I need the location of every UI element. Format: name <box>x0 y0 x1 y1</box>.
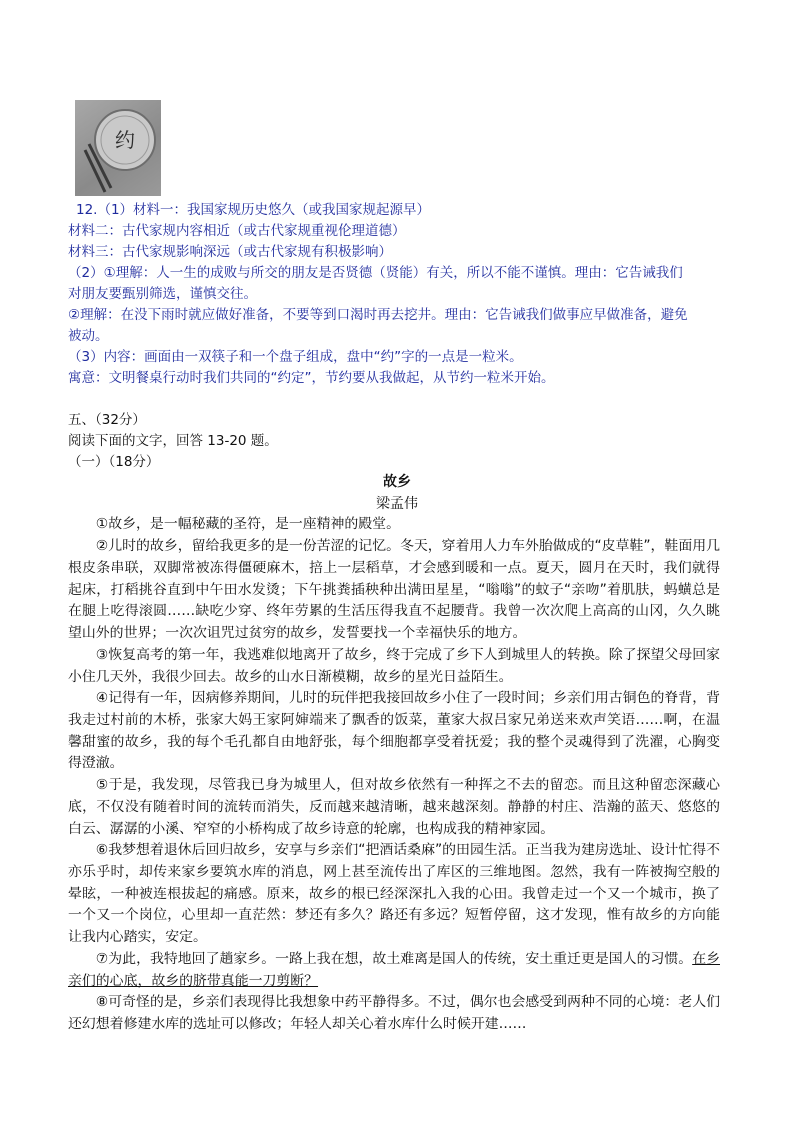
answer-12-3-content: （3）内容：画面由一双筷子和一个盘子组成，盘中“约”字的一点是一粒米。 <box>68 349 523 365</box>
answer-12-2-line2: 对朋友要甄别筛选，谨慎交往。 <box>68 286 257 302</box>
answer-12-material2: 材料二：古代家规内容相近（或古代家规重视伦理道德） <box>68 223 406 239</box>
article-title: 故乡 <box>383 474 411 490</box>
answer-12-3-meaning: 寓意：文明餐桌行动时我们共同的“约定”，节约要从我做起，从节约一粒米开始。 <box>68 370 555 386</box>
frugal-dining-logo <box>75 100 161 196</box>
article-author: 梁孟伟 <box>376 496 418 512</box>
paragraph-1: ①故乡，是一幅秘藏的圣符，是一座精神的殿堂。 <box>95 516 400 532</box>
paragraph-6: ⑥我梦想着退休后回归故乡，安享与乡亲们“把酒话桑麻”的田园生活。正当我为建房选址、设计忙得不亦乐乎时，却传来家乡要筑水库的消息，网上甚至流传出了库区的三维地图。忽然，我有一阵被掏空般的晕眩，一种被连根拔起的痛感。原来，故乡的根已经深深扎入我的心田。我曾走过一个又一个城市，换了一个又一个岗位，心里却一直茫然：梦还有多久？路还有多远？短暂停留，这才发现，惟有故乡的方向能让我内心踏实，安定。 <box>68 842 720 946</box>
chopsticks-plate-icon <box>75 100 161 196</box>
answer-12-1: 12.（1）材料一：我国家规历史悠久（或我国家规起源早） <box>76 202 431 218</box>
paragraph-7-text: ⑦为此，我特地回了趟家乡。一路上我在想，故土难离是国人的传统，安土重迁更是国人的习惯。 <box>95 951 693 967</box>
paragraph-7-underlined: 在乡亲们的心底，故乡的脐带真能一刀剪断？ <box>68 951 720 989</box>
paragraph-5: ⑤于是，我发现，尽管我已身为城里人，但对故乡依然有一种挥之不去的留恋。而且这种留恋深藏心底，不仅没有随着时间的流转而消失，反而越来越清晰，越来越深刻。静静的村庄、浩瀚的蓝天、悠悠的白云、潺潺的小溪、窄窄的小桥构成了故乡诗意的轮廓，也构成我的精神家园。 <box>68 777 720 837</box>
paragraph-7 <box>68 949 720 993</box>
section-instruction: 阅读下面的文字，回答 13-20 题。 <box>68 433 278 449</box>
answer-12-2-line4: 被动。 <box>68 328 109 344</box>
answer-12-material3: 材料三：古代家规影响深远（或古代家规有积极影响） <box>68 244 392 260</box>
paragraph-8: ⑧可奇怪的是，乡亲们表现得比我想象中药平静得多。不过，偶尔也会感受到两种不同的心境：老人们还幻想着修建水库的选址可以修改；年轻人却关心着水库什么时候开建…… <box>68 994 720 1032</box>
answer-12-2-line3: ②理解：在没下雨时就应做好准备，不要等到口渴时再去挖井。理由：它告诫我们做事应早做准备，避免 <box>68 307 688 323</box>
paragraph-4: ④记得有一年，因病修养期间，儿时的玩伴把我接回故乡小住了一段时间；乡亲们用古铜色的脊背，背我走过村前的木桥，张家大妈王家阿婶端来了飘香的饭菜，董家大叔吕家兄弟送来欢声笑语……啊，在温馨甜蜜的故乡，我的每个毛孔都自由地舒张，每个细胞都享受着抚爱；我的整个灵魂得到了洗濯，心胸变得澄澈。 <box>68 690 720 772</box>
logo-glyph: 约 <box>115 128 135 152</box>
paragraph-3: ③恢复高考的第一年，我逃难似地离开了故乡，终于完成了乡下人到城里人的转换。除了探望父母回家小住几天外，我很少回去。故乡的山水日渐模糊，故乡的星光日益陌生。 <box>68 647 720 685</box>
answer-12-2-line1: （2）①理解：人一生的成败与所交的朋友是否贤德（贤能）有关，所以不能不谨慎。理由：它告诫我们 <box>68 265 683 281</box>
section-part: （一）（18分） <box>68 454 160 470</box>
paragraph-2: ②儿时的故乡，留给我更多的是一份苦涩的记忆。冬天，穿着用人力车外胎做成的“皮草鞋”，鞋面用几根皮条串联，双脚常被冻得僵硬麻木，掊上一层稻草，才会感到暖和一点。夏天，圆月在天时，我们就得起床，打稻挑谷直到中午田水发烫；下午挑粪插秧种出满田星星，“嗡嗡”的蚊子“亲吻”着肌肤，蚂蟥总是在腿上吃得滚圆……缺吃少穿、终年劳累的生活压得我直不起腰背。我曾一次次爬上高高的山冈，久久眺望山外的世界；一次次诅咒过贫穷的故乡，发誓要找一个幸福快乐的地方。 <box>68 538 720 642</box>
section-heading: 五、（32分） <box>68 412 146 428</box>
